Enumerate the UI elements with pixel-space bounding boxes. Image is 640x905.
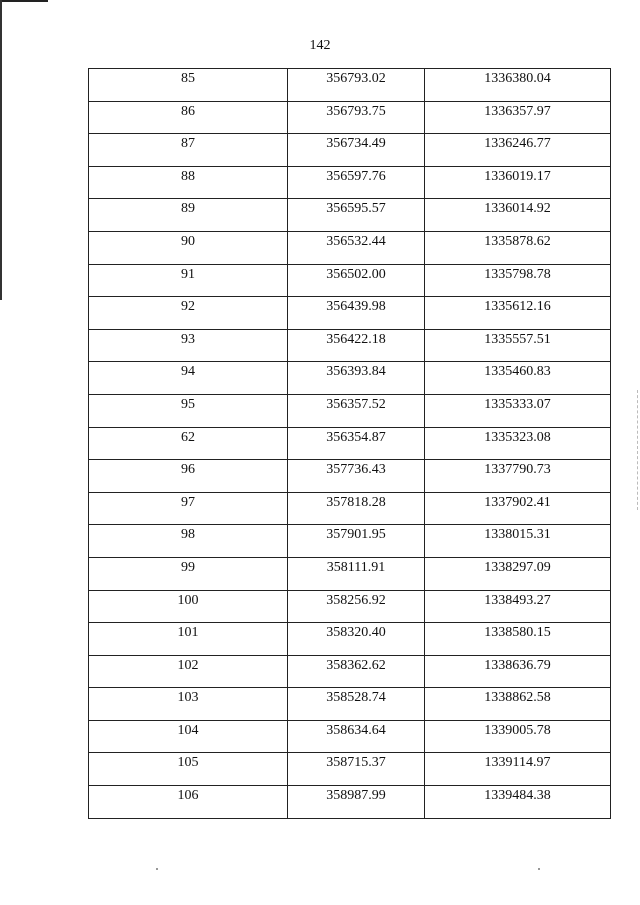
table-row — [89, 753, 611, 786]
scan-speck-right — [538, 868, 540, 870]
x-coordinate-cell: 356357.52 — [288, 394, 425, 427]
x-coordinate-cell: 356595.57 — [288, 199, 425, 232]
page-number: 142 — [309, 38, 331, 53]
x-coordinate-cell: 358634.64 — [288, 720, 425, 753]
y-coordinate-cell: 1337902.41 — [425, 492, 611, 525]
point-id-cell: 100 — [89, 590, 288, 623]
coordinates-table — [88, 68, 611, 819]
table-row — [89, 362, 611, 395]
coordinates-table-body — [89, 69, 611, 819]
x-coordinate-cell: 358111.91 — [288, 557, 425, 590]
y-coordinate-cell: 1338580.15 — [425, 623, 611, 656]
x-coordinate-cell: 356734.49 — [288, 134, 425, 167]
y-coordinate-cell: 1335878.62 — [425, 231, 611, 264]
y-coordinate-cell: 1335333.07 — [425, 394, 611, 427]
table-row — [89, 101, 611, 134]
point-id-cell: 89 — [89, 199, 288, 232]
x-coordinate-cell: 356532.44 — [288, 231, 425, 264]
point-id-cell: 88 — [89, 166, 288, 199]
x-coordinate-cell: 358362.62 — [288, 655, 425, 688]
table-row — [89, 231, 611, 264]
table-row — [89, 297, 611, 330]
y-coordinate-cell: 1337790.73 — [425, 460, 611, 493]
point-id-cell: 102 — [89, 655, 288, 688]
point-id-cell: 97 — [89, 492, 288, 525]
y-coordinate-cell: 1339114.97 — [425, 753, 611, 786]
table-row — [89, 166, 611, 199]
point-id-cell: 96 — [89, 460, 288, 493]
y-coordinate-cell: 1338493.27 — [425, 590, 611, 623]
y-coordinate-cell: 1338636.79 — [425, 655, 611, 688]
point-id-cell: 103 — [89, 688, 288, 721]
y-coordinate-cell: 1335460.83 — [425, 362, 611, 395]
table-row — [89, 460, 611, 493]
x-coordinate-cell: 358528.74 — [288, 688, 425, 721]
x-coordinate-cell: 357901.95 — [288, 525, 425, 558]
y-coordinate-cell: 1338015.31 — [425, 525, 611, 558]
x-coordinate-cell: 356422.18 — [288, 329, 425, 362]
scan-edge-top — [0, 0, 48, 2]
table-row — [89, 427, 611, 460]
table-row — [89, 329, 611, 362]
table-row — [89, 264, 611, 297]
x-coordinate-cell: 358256.92 — [288, 590, 425, 623]
y-coordinate-cell: 1335557.51 — [425, 329, 611, 362]
point-id-cell: 94 — [89, 362, 288, 395]
table-row — [89, 786, 611, 819]
table-row — [89, 199, 611, 232]
y-coordinate-cell: 1336246.77 — [425, 134, 611, 167]
y-coordinate-cell: 1336019.17 — [425, 166, 611, 199]
table-row — [89, 492, 611, 525]
table-row — [89, 623, 611, 656]
y-coordinate-cell: 1336357.97 — [425, 101, 611, 134]
x-coordinate-cell: 356354.87 — [288, 427, 425, 460]
table-row — [89, 590, 611, 623]
y-coordinate-cell: 1338297.09 — [425, 557, 611, 590]
table-row — [89, 655, 611, 688]
point-id-cell: 105 — [89, 753, 288, 786]
y-coordinate-cell: 1335323.08 — [425, 427, 611, 460]
y-coordinate-cell: 1335612.16 — [425, 297, 611, 330]
table-row — [89, 69, 611, 102]
point-id-cell: 98 — [89, 525, 288, 558]
x-coordinate-cell: 357736.43 — [288, 460, 425, 493]
point-id-cell: 92 — [89, 297, 288, 330]
y-coordinate-cell: 1335798.78 — [425, 264, 611, 297]
y-coordinate-cell: 1339005.78 — [425, 720, 611, 753]
x-coordinate-cell: 357818.28 — [288, 492, 425, 525]
x-coordinate-cell: 358715.37 — [288, 753, 425, 786]
x-coordinate-cell: 358320.40 — [288, 623, 425, 656]
x-coordinate-cell: 358987.99 — [288, 786, 425, 819]
point-id-cell: 106 — [89, 786, 288, 819]
point-id-cell: 85 — [89, 69, 288, 102]
point-id-cell: 90 — [89, 231, 288, 264]
table-row — [89, 720, 611, 753]
point-id-cell: 99 — [89, 557, 288, 590]
x-coordinate-cell: 356793.75 — [288, 101, 425, 134]
x-coordinate-cell: 356393.84 — [288, 362, 425, 395]
table-row — [89, 134, 611, 167]
x-coordinate-cell: 356793.02 — [288, 69, 425, 102]
point-id-cell: 62 — [89, 427, 288, 460]
y-coordinate-cell: 1336014.92 — [425, 199, 611, 232]
scan-speck-left — [156, 868, 158, 870]
x-coordinate-cell: 356439.98 — [288, 297, 425, 330]
table-row — [89, 525, 611, 558]
point-id-cell: 93 — [89, 329, 288, 362]
point-id-cell: 86 — [89, 101, 288, 134]
table-row — [89, 394, 611, 427]
table-row — [89, 557, 611, 590]
x-coordinate-cell: 356597.76 — [288, 166, 425, 199]
scan-edge-right — [637, 390, 638, 510]
y-coordinate-cell: 1338862.58 — [425, 688, 611, 721]
point-id-cell: 104 — [89, 720, 288, 753]
point-id-cell: 95 — [89, 394, 288, 427]
y-coordinate-cell: 1339484.38 — [425, 786, 611, 819]
x-coordinate-cell: 356502.00 — [288, 264, 425, 297]
point-id-cell: 87 — [89, 134, 288, 167]
y-coordinate-cell: 1336380.04 — [425, 69, 611, 102]
table-row — [89, 688, 611, 721]
point-id-cell: 91 — [89, 264, 288, 297]
point-id-cell: 101 — [89, 623, 288, 656]
